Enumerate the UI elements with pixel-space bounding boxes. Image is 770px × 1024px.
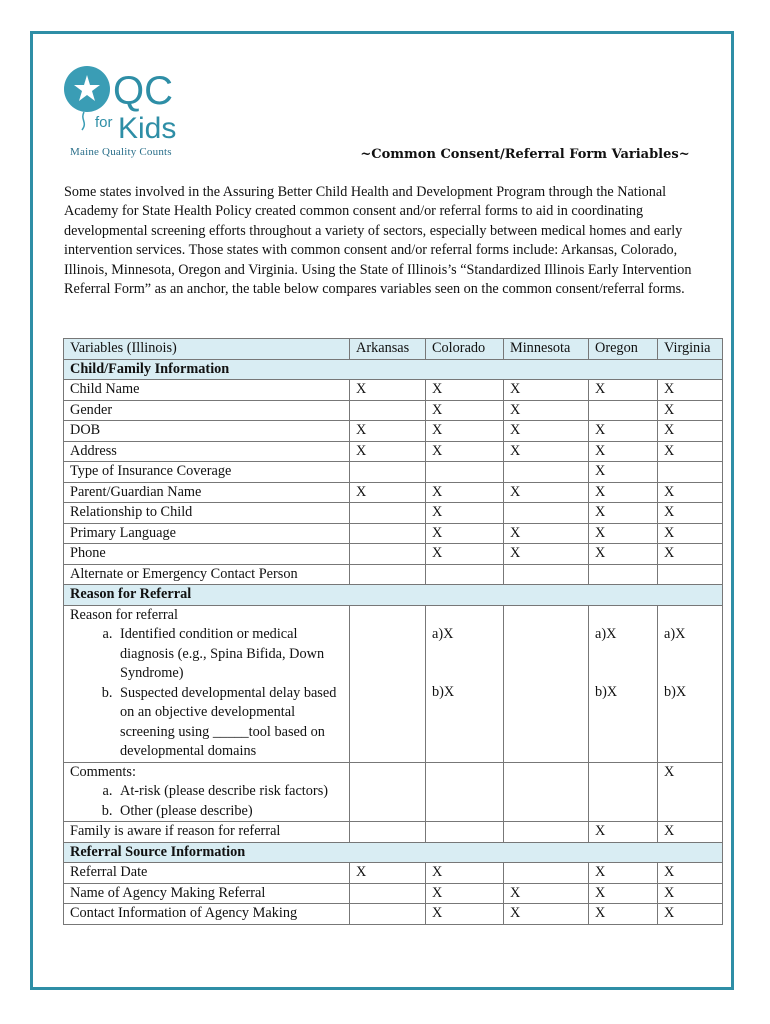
comments-label: Comments: (70, 763, 136, 780)
row-cell: X (504, 523, 589, 544)
row-cell: X (426, 523, 504, 544)
row-cell: X (350, 482, 426, 503)
reason-virginia: a)X b)X (658, 605, 723, 762)
comments-cell (64, 762, 350, 822)
row-cell (350, 462, 426, 483)
row-cell: X (426, 482, 504, 503)
row-cell: X (658, 904, 723, 925)
section-reason: Reason for Referral (64, 585, 723, 606)
header-variables: Variables (Illinois) (64, 339, 350, 360)
row-cell: X (426, 441, 504, 462)
row-label: Contact Information of Agency Making (64, 904, 350, 925)
row-cell: X (504, 421, 589, 442)
row-label: Child Name (64, 380, 350, 401)
row-cell (350, 883, 426, 904)
row-cell: X (658, 503, 723, 524)
row-cell (589, 400, 658, 421)
reason-minnesota (504, 605, 589, 762)
row-cell: X (426, 380, 504, 401)
row-cell: X (658, 400, 723, 421)
row-cell: X (426, 863, 504, 884)
table-row (64, 462, 723, 483)
row-label: Type of Insurance Coverage (64, 462, 350, 483)
row-cell: X (426, 883, 504, 904)
row-cell (504, 503, 589, 524)
row-cell (350, 503, 426, 524)
row-cell: X (504, 904, 589, 925)
row-cell: X (589, 462, 658, 483)
row-cell: X (589, 503, 658, 524)
svg-text:QC: QC (113, 69, 173, 113)
row-cell: X (589, 523, 658, 544)
table-row (64, 503, 723, 524)
header-virginia: Virginia (658, 339, 723, 360)
table-row (64, 523, 723, 544)
row-cell (504, 863, 589, 884)
row-cell: X (350, 421, 426, 442)
row-cell (350, 523, 426, 544)
family-arkansas (350, 822, 426, 843)
row-label: Alternate or Emergency Contact Person (64, 564, 350, 585)
row-cell: X (504, 400, 589, 421)
row-cell: X (426, 503, 504, 524)
row-cell: X (589, 482, 658, 503)
svg-text:for: for (95, 114, 113, 131)
table-row (64, 544, 723, 565)
child-rows (64, 380, 723, 585)
row-cell: X (658, 883, 723, 904)
row-label: Address (64, 441, 350, 462)
comments-arkansas (350, 762, 426, 822)
row-cell (658, 462, 723, 483)
row-cell: X (589, 421, 658, 442)
row-cell (504, 462, 589, 483)
qc-for-kids-logo (62, 60, 182, 160)
row-label: Gender (64, 400, 350, 421)
row-cell: X (658, 863, 723, 884)
row-cell (350, 544, 426, 565)
row-cell: X (589, 441, 658, 462)
intro-text: Some states involved in the Assuring Better Child Health and Development Program through the National Academy for State Health Policy created common consent and/or referral forms to aid in coordinating developmental screening efforts throughout a variety of sectors, especially between medical homes and early intervention services. Those states with common consent and/or referral forms include: Arkansas, Colorado, Illinois, Minnesota, Oregon and Virginia. Using the State of Illinois’s “Standardized Illinois Early Intervention Referral Form” as an anchor, the table below compares variables seen on the common consent/referral forms. (64, 184, 692, 298)
table-row (64, 863, 723, 884)
section-referral-source: Referral Source Information (64, 842, 723, 863)
section-row (64, 842, 723, 863)
svg-text:Kids: Kids (118, 112, 177, 145)
comments-item-a: a. At-risk (please describe risk factors) (116, 782, 343, 802)
row-cell: X (350, 441, 426, 462)
intro-paragraph (64, 183, 714, 299)
table-row (64, 762, 723, 822)
row-cell: X (504, 441, 589, 462)
row-cell (350, 904, 426, 925)
comments-minnesota (504, 762, 589, 822)
row-label: Relationship to Child (64, 503, 350, 524)
table-row (64, 605, 723, 762)
row-cell (350, 400, 426, 421)
header-arkansas: Arkansas (350, 339, 426, 360)
row-cell: X (504, 544, 589, 565)
comments-colorado (426, 762, 504, 822)
row-cell: X (589, 544, 658, 565)
variables-table (63, 338, 723, 925)
row-cell (350, 564, 426, 585)
table-header-row (64, 339, 723, 360)
section-row (64, 359, 723, 380)
row-cell (658, 564, 723, 585)
row-cell: X (504, 883, 589, 904)
family-oregon: X (589, 822, 658, 843)
row-label: Name of Agency Making Referral (64, 883, 350, 904)
row-label: Parent/Guardian Name (64, 482, 350, 503)
row-cell: X (658, 441, 723, 462)
table-row (64, 883, 723, 904)
reason-arkansas (350, 605, 426, 762)
row-cell: X (350, 863, 426, 884)
row-cell: X (350, 380, 426, 401)
row-cell: X (658, 523, 723, 544)
header-oregon: Oregon (589, 339, 658, 360)
row-label: Primary Language (64, 523, 350, 544)
table-row (64, 822, 723, 843)
row-cell (426, 462, 504, 483)
row-cell (504, 564, 589, 585)
reason-cell (64, 605, 350, 762)
reason-item-b: b. Suspected developmental delay based on an objective developmental screening using _____tool based on developmental domains (116, 684, 343, 762)
table-row (64, 380, 723, 401)
row-cell (426, 564, 504, 585)
comments-oregon (589, 762, 658, 822)
section-row (64, 585, 723, 606)
family-aware-label: Family is aware if reason for referral (64, 822, 350, 843)
row-cell: X (589, 863, 658, 884)
row-cell: X (658, 380, 723, 401)
row-cell: X (658, 544, 723, 565)
row-label: Phone (64, 544, 350, 565)
table-row (64, 564, 723, 585)
table-row (64, 482, 723, 503)
row-cell: X (589, 380, 658, 401)
page-title: ~Common Consent/Referral Form Variables~ (360, 147, 690, 162)
row-cell: X (658, 482, 723, 503)
row-cell: X (426, 544, 504, 565)
family-colorado (426, 822, 504, 843)
header-colorado: Colorado (426, 339, 504, 360)
row-cell: X (504, 380, 589, 401)
section-child-family: Child/Family Information (64, 359, 723, 380)
reason-item-a: a. Identified condition or medical diagnosis (e.g., Spina Bifida, Down Syndrome) (116, 625, 343, 684)
logo-tagline: Maine Quality Counts (70, 146, 172, 158)
comments-virginia: X (658, 762, 723, 822)
header-minnesota: Minnesota (504, 339, 589, 360)
row-cell: X (504, 482, 589, 503)
comments-item-b: b. Other (please describe) (116, 802, 343, 822)
table-row (64, 441, 723, 462)
row-cell: X (589, 883, 658, 904)
row-label: DOB (64, 421, 350, 442)
reason-oregon: a)X b)X (589, 605, 658, 762)
reason-colorado: a)X b)X (426, 605, 504, 762)
logo-graphic (62, 60, 187, 150)
row-cell (589, 564, 658, 585)
row-cell: X (426, 400, 504, 421)
row-cell: X (658, 421, 723, 442)
row-cell: X (589, 904, 658, 925)
row-cell: X (426, 904, 504, 925)
family-minnesota (504, 822, 589, 843)
table-row (64, 904, 723, 925)
source-rows (64, 863, 723, 925)
table-row (64, 400, 723, 421)
row-cell: X (426, 421, 504, 442)
reason-label: Reason for referral (70, 606, 178, 623)
family-virginia: X (658, 822, 723, 843)
table-row (64, 421, 723, 442)
row-label: Referral Date (64, 863, 350, 884)
